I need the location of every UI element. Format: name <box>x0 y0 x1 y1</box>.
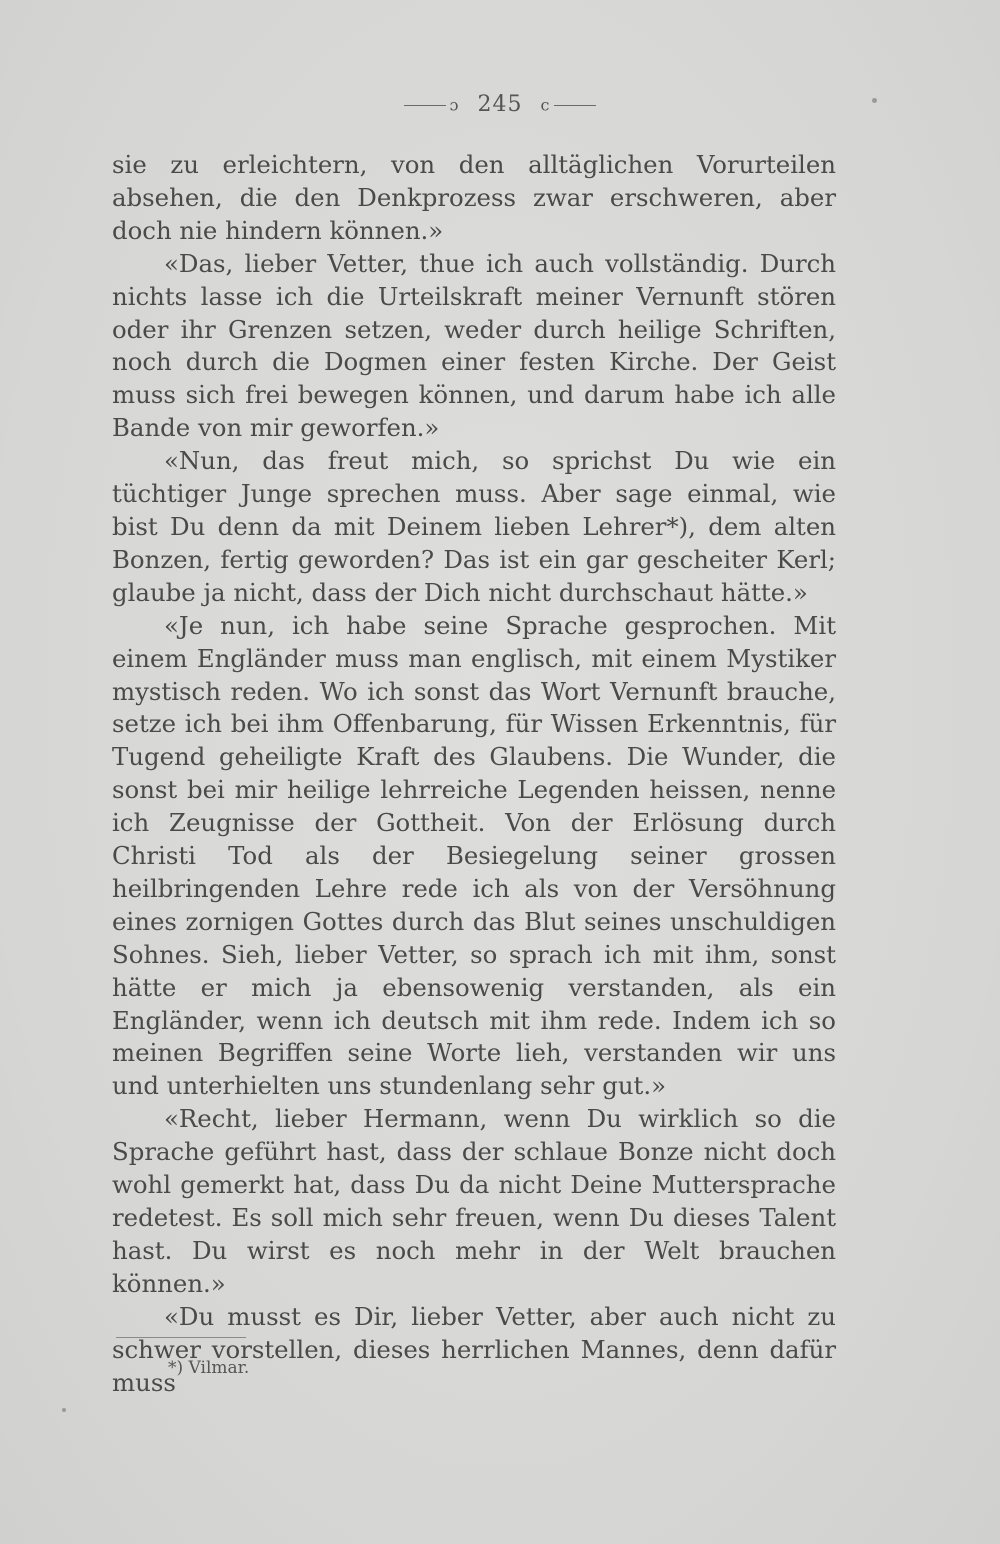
body-text <box>112 149 836 1399</box>
footnote: *) Vilmar. <box>168 1358 250 1378</box>
header-ornament-left: ɔ <box>449 95 460 115</box>
running-header <box>0 92 1000 117</box>
footnote-rule <box>116 1337 246 1338</box>
header-rule-right <box>554 105 596 106</box>
paper-speck <box>872 98 877 103</box>
paper-speck <box>62 1408 66 1412</box>
paragraph: «Recht, lieber Hermann, wenn Du wirklich so die Sprache geführt hast, dass der schlaue Bonze nicht doch wohl gemerkt hat, dass Du da nicht Deine Muttersprache redetest. Es soll mich sehr freuen, wenn Du dieses Talent hast. Du wirst es noch mehr in der Welt brauchen können.» <box>112 1104 836 1298</box>
paragraph: «Je nun, ich habe seine Sprache gesprochen. Mit einem Engländer muss man englisch, mit einem Mystiker mystisch reden. Wo ich sonst das Wort Vernunft brauche, setze ich bei ihm Offenbarung, für Wissen Erkenntnis, für Tugend geheiligte Kraft des Glaubens. Die Wunder, die sonst bei mir heilige lehrreiche Legenden heissen, nenne ich Zeugnisse der Gottheit. Von der Erlösung durch Christi Tod als der Besiegelung seiner grossen heilbringenden Lehre rede ich als von der Versöhnung eines zornigen Gottes durch das Blut seines unschuldigen Sohnes. Sieh, lieber Vetter, so sprach ich mit ihm, sonst hätte er mich ja ebensowenig verstanden, als ein Engländer, wenn ich deutsch mit ihm rede. Indem ich so meinen Begriffen seine Worte lieh, verstanden wir uns und unterhielten uns stundenlang sehr gut.» <box>112 610 836 1101</box>
paragraph: «Du musst es Dir, lieber Vetter, aber auch nicht zu schwer vorstellen, dieses herrlichen Mannes, denn dafür muss <box>112 1301 836 1397</box>
paragraph-continuation: sie zu erleichtern, von den alltäglichen Vorurteilen absehen, die den Denkprozess zwar erschweren, aber doch nie hindern können.» <box>112 150 836 245</box>
paragraph: «Nun, das freut mich, so sprichst Du wie ein tüchtiger Junge sprechen muss. Aber sage einmal, wie bist Du denn da mit Deinem lieben Lehrer*), dem alten Bonzen, fertig geworden? Das ist ein gar gescheiter Kerl; glaube ja nicht, dass der Dich nicht durchschaut hätte.» <box>112 446 836 607</box>
paragraph: «Das, lieber Vetter, thue ich auch vollständig. Durch nichts lasse ich die Urteilskraft meiner Vernunft stören oder ihr Grenzen setzen, weder durch heilige Schriften, noch durch die Dogmen einer festen Kirche. Der Geist muss sich frei bewegen können, und darum habe ich alle Bande von mir geworfen.» <box>112 248 836 443</box>
header-ornament-right: c <box>540 95 551 115</box>
header-rule-left <box>404 105 446 106</box>
page-number: 245 <box>477 92 523 117</box>
